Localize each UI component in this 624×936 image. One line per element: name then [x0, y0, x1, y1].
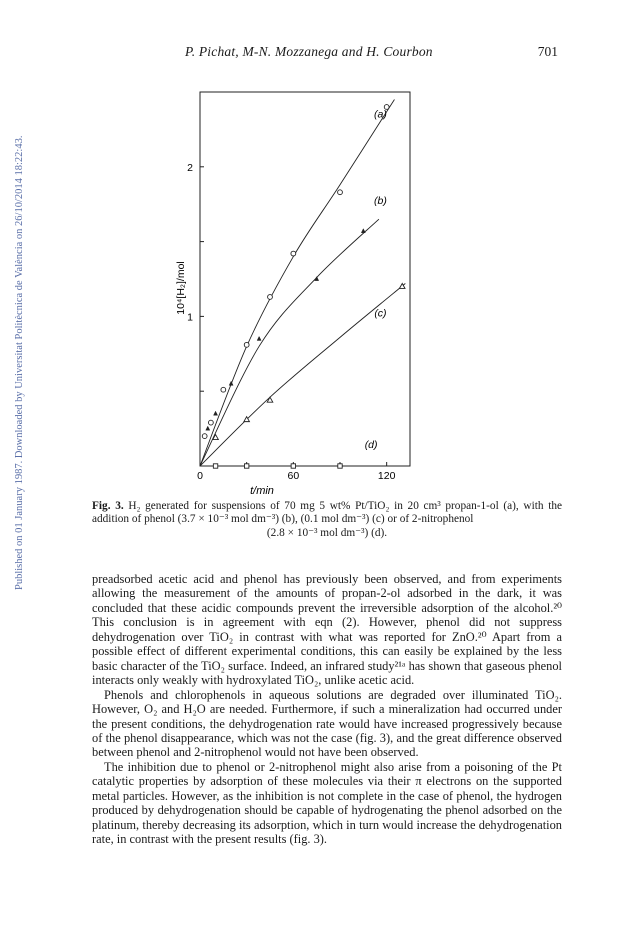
marker-square: [291, 464, 295, 468]
marker-square: [338, 464, 342, 468]
caption-label: Fig. 3.: [92, 500, 124, 512]
x-tick-label: 120: [377, 470, 396, 482]
series-label-3: (d): [364, 439, 378, 452]
sidebar-note-text: Published on 01 January 1987. Downloaded by Universitat Politècnica de València on 26/10/2014 18:22:43.: [14, 135, 25, 590]
marker-open-triangle: [267, 397, 273, 402]
marker-triangle: [206, 426, 210, 430]
marker-triangle: [361, 229, 365, 233]
caption-line-1: H₂ generated for suspensions of 70 mg 5 wt% Pt/TiO₂ in 20 cm³ propan-1-ol (a), with the: [128, 500, 562, 512]
series-curves: [200, 99, 410, 466]
marker-circle: [208, 420, 213, 425]
caption-line-3: (2.8 × 10⁻³ mol dm⁻³) (d).: [266, 526, 388, 539]
series-labels: [365, 108, 387, 451]
marker-circle: [268, 295, 273, 300]
series-label-2: (c): [374, 307, 387, 320]
marker-circle: [338, 190, 343, 195]
marker-circle: [291, 251, 296, 256]
marker-triangle: [214, 411, 218, 415]
series-markers: [202, 105, 405, 469]
series-label-0: (a): [374, 108, 387, 121]
marker-square: [213, 464, 217, 468]
plot-frame: [200, 92, 410, 466]
marker-circle: [202, 434, 207, 439]
curve-series-0: [200, 99, 394, 466]
marker-triangle: [229, 381, 233, 385]
plot-border: [200, 92, 410, 466]
marker-square: [244, 464, 248, 468]
paragraph-2: Phenols and chlorophenols in aqueous solutions are degraded over illuminated TiO₂. However, O₂ and H₂O are needed. Furthermore, if such a mineralization had occurred under the present conditions, the dehydrogenation rate would have increased progressively because of the phenol disappearance, which was not the case (fig. 3), and the great difference observed between phenol and 2-nitrophenol would not have been observed.: [92, 687, 562, 760]
article-body: [92, 572, 562, 847]
y-tick-label: 1: [187, 311, 193, 324]
axis-tick-labels: [187, 162, 395, 482]
y-axis-label: 10⁴[H₂]/mol: [175, 261, 187, 315]
marker-triangle: [257, 336, 261, 340]
marker-circle: [221, 387, 226, 392]
paragraph-1: preadsorbed acetic acid and phenol has previously been observed, and from experiments allowing the measurement of the amounts of propan-2-ol adsorbed in the dark, it was concluded that these acidic compounds prevent the irreversible adsorption of the alcohol.²⁰ This conclusion is in agreement with eqn (2). However, phenol did not suppress dehydrogenation over TiO₂ in contrast with what was reported for ZnO.²⁰ Apart from a possible effect of different experimental conditions, this can easily be explained by the less basic character of the TiO₂ surface. Indeed, an infrared study²¹ᵃ has shown that gaseous phenol interacts only weakly with hydroxylated TiO₂, unlike acetic acid.: [92, 572, 562, 688]
marker-circle: [244, 342, 249, 347]
figure-caption: [92, 500, 562, 540]
running-head-authors: P. Pichat, M-N. Mozzanega and H. Courbon: [185, 44, 433, 59]
caption-line-2: addition of phenol (3.7 × 10⁻³ mol dm⁻³) (b), (0.1 mol dm⁻³) (c) or of 2-nitrophenol: [92, 513, 474, 526]
x-tick-label: 60: [287, 470, 300, 482]
x-axis-label: t/min: [250, 485, 274, 497]
paragraph-3: The inhibition due to phenol or 2-nitrophenol might also arise from a poisoning of the Pt catalytic properties by adsorption of these molecules via their π electrons on the supported metal particles. However, as the inhibition is not complete in the case of phenol, the hydrogen produced by dehydrogenation should be capable of hydrogenating the phenol adsorbed on the platinum, thereby decreasing its adsorption, which in turn would increase the dehydrogenation rate, in contrast with the present results (fig. 3).: [92, 759, 562, 847]
x-tick-label: 0: [197, 470, 203, 482]
page-number: 701: [537, 44, 558, 59]
series-label-1: (b): [374, 195, 387, 208]
y-tick-label: 2: [187, 161, 193, 174]
curve-series-1: [200, 219, 379, 466]
axis-ticks: [200, 167, 387, 466]
